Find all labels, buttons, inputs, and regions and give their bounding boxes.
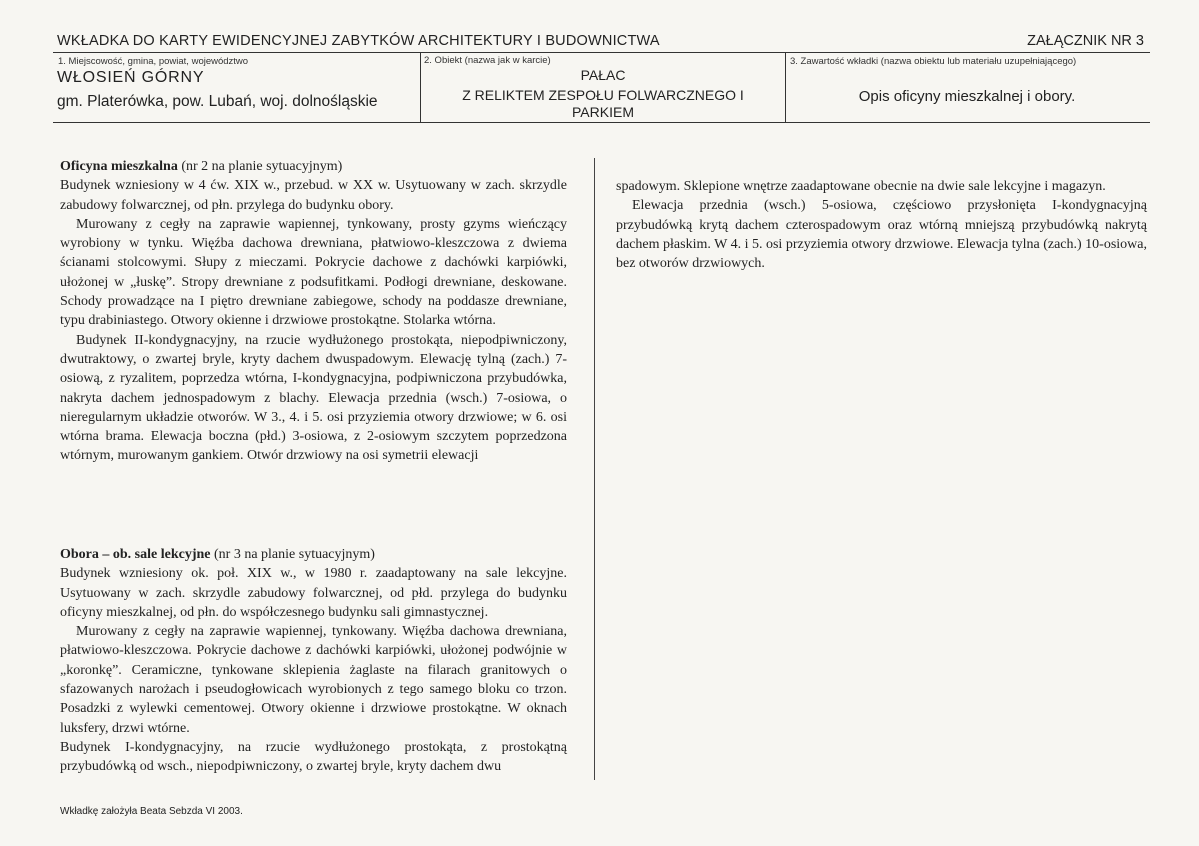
section-heading-note: (nr 3 na planie sytuacyjnym) [210,547,375,562]
paragraph: Budynek II-kondygnacyjny, na rzucie wydłużonego prostokąta, niepodpiwniczony, dwutraktowy, o zwartej bryle, kryty dachem dwuspadowym. Elewację tylną (zach.) 7-osiową, z ryzalitem, poprzedza wtórna, I-kondygnacyjna, podpiwniczona przybudówka, nakryta dachem jednospadowym z blachy. Elewacja przednia (wsch.) 7-osiowa, o nieregularnym układzie otworów. W 3., 4. i 5. osi przyziemia otwory drzwiowe; w 6. osi wtórna brama. Elewacja boczna (płd.) 3-osiowa, z 2-osiowym szczytem poprzedzona wtórnym, murowanym gankiem. Otwór drzwiowy na osi symetrii elewacji [60,332,567,464]
paragraph: Murowany z cegły na zaprawie wapiennej, tynkowany. Więźba dachowa drewniana, płatwiowo-kleszczowa. Pokrycie dachowe z dachówki karpiówki, ułożonej podwójnie w „koronkę”. Ceramiczne, tynkowane sklepienia żaglaste na filarach granitowych o sfazowanych narożach i pseudogłowicach wyrobionych z tego samego bloku co trzon. Posadzki z wylewki cementowej. Otwory okienne i drzwiowe prostokątne. W oknach luksfery, drzwi wtórne. [60,624,567,736]
section-heading-note: (nr 2 na planie sytuacyjnym) [177,159,343,174]
paragraph: Murowany z cegły na zaprawie wapiennej, tynkowany, prosty gzyms wieńczący wyrobiony w tynku. Więźba dachowa drewniana, płatwiowo-kleszczowa z dwiema ścianami stolcowymi. Słupy z mieczami. Pokrycie dachowe z dachówki karpiówki, ułożonej w „łuskę”. Stropy drewniane z podsufitkami. Podłogi drewniane, deskowane. Schody prowadzące na I piętro drewniane zabiegowe, schody na poddasze drewniane, typu drabiniastego. Otwory okienne i drzwiowe prostokątne. Stolarka wtórna. [60,216,567,329]
annex-number: ZAŁĄCZNIK NR 3 [1027,33,1144,49]
paragraph: Budynek wzniesiony ok. poł. XIX w., w 1980 r. zaadaptowany na sale lekcyjne. Usytuowany w zach. skrzydle zabudowy folwarcznej, od płd. przylega do budynku oficyny mieszkalnej, od płn. do współczesnego budynku sali gimnastycznej. [60,566,567,620]
header-rule-bottom [53,122,1150,123]
section-heading: Oficyna mieszkalna [60,159,178,174]
paragraph: Budynek I-kondygnacyjny, na rzucie wydłużonego prostokąta, z prostokątną przybudówką od wsch., niepodpiwniczony, o zwartej bryle, kryty dachem dwu [60,739,567,775]
right-column [616,177,1147,273]
object-line-3: PARKIEM [572,104,634,120]
header-rule-top [53,52,1150,53]
location-detail: gm. Platerówka, pow. Lubań, woj. dolnośląskie [57,93,378,110]
footer-note: Wkładkę założyła Beata Sebzda VI 2003. [60,806,243,817]
object-label: 2. Obiekt (nazwa jak w karcie) [424,55,551,66]
paragraph: Elewacja przednia (wsch.) 5-osiowa, częściowo przysłonięta I-kondygnacyjną przybudówką krytą dachem czterospadowym oraz wtórną mniejszą przybudówką nakrytą dachem płaskim. W 4. i 5. osi przyziemia otwory drzwiowe. Elewacja tylna (zach.) 10-osiowa, bez otworów drzwiowych. [616,198,1147,272]
location-label: 1. Miejscowość, gmina, powiat, województwo [58,56,249,67]
content-label: 3. Zawartość wkładki (nazwa obiektu lub materiału uzupełniającego) [790,56,1077,67]
section-heading: Obora – ob. sale lekcyjne [60,547,211,562]
section-oficyna [60,157,567,466]
object-line-1: PAŁAC [580,67,626,83]
form-title: WKŁADKA DO KARTY EWIDENCYJNEJ ZABYTKÓW ARCHITEKTURY I BUDOWNICTWA [57,33,660,49]
column-divider [594,158,595,780]
location-name: WŁOSIEŃ GÓRNY [57,69,205,86]
section-obora [60,545,567,777]
paragraph: Budynek wzniesiony w 4 ćw. XIX w., przebud. w XX w. Usytuowany w zach. skrzydle zabudowy folwarcznej, od płn. przylega do budynku obory. [60,178,567,213]
object-line-2: Z RELIKTEM ZESPOŁU FOLWARCZNEGO I [462,87,744,103]
content-value: Opis oficyny mieszkalnej i obory. [858,88,1076,105]
paragraph: spadowym. Sklepione wnętrze zaadaptowane obecnie na dwie sale lekcyjne i magazyn. [616,179,1106,194]
